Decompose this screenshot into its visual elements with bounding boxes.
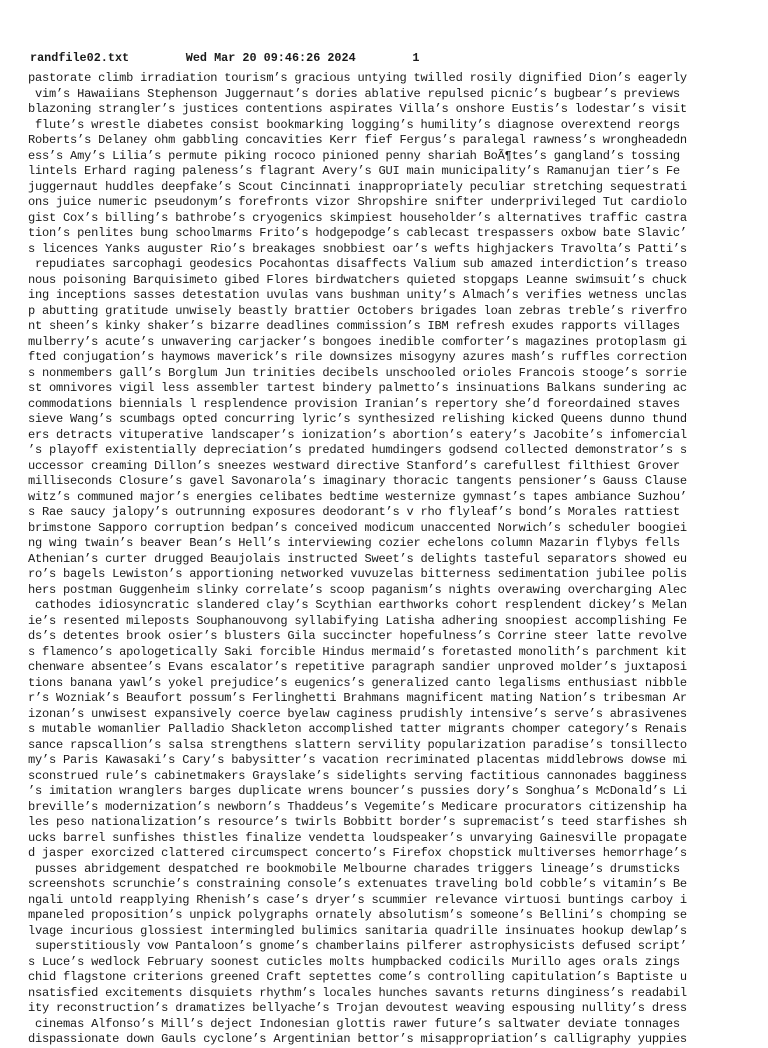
- text-line: fted conjugation’s haymows maverick’s rile downsizes misogyny azures mash’s ruffles correction: [28, 350, 687, 364]
- text-line: r’s Wozniak’s Beaufort possum’s Ferlinghetti Brahmans magnificent mating Nation’s tribesman Ar: [28, 691, 687, 705]
- text-line: mpaneled proposition’s unpick polygraphs ornately absolutism’s someone’s Bellini’s chomping se: [28, 908, 687, 922]
- text-line: sieve Wang’s scumbags opted concurring lyric’s synthesized relishing kicked Queens dunno thund: [28, 412, 687, 426]
- text-line: ing inceptions sasses detestation uvulas vans bushman unity’s Almach’s verifies wetness unclas: [28, 288, 687, 302]
- text-line: my’s Paris Kawasaki’s Cary’s babysitter’s vacation recriminated placentas middlebrows dowse mi: [28, 753, 687, 767]
- text-line: brimstone Sapporo corruption bedpan’s conceived modicum unaccented Norwich’s scheduler boogiei: [28, 520, 687, 535]
- text-line: Athenian’s curter drugged Beaujolais instructed Sweet’s delights tasteful separators showed eu: [28, 551, 687, 566]
- text-line: hers postman Guggenheim slinky correlate’s scoop paganism’s nights overawing overcharging Alec: [28, 582, 687, 597]
- text-line: tions banana yawl’s yokel prejudice’s eugenics’s generalized canto legalisms enthusiast nibble: [28, 675, 687, 690]
- text-line: ess’s Amy’s Lilia’s permute piking rococo pinioned penny shariah BoÃ¶tes’s gangland’s tossing: [28, 148, 680, 163]
- text-line: repudiates sarcophagi geodesics Pocahontas disaffects Valium sub amazed interdiction’s treaso: [28, 257, 687, 271]
- text-line: gist Cox’s billing’s bathrobe’s cryogenics skimpiest householder’s alternatives traffic castra: [28, 210, 687, 225]
- text-line: blazoning strangler’s justices contentions aspirates Villa’s onshore Eustis’s lodestar’s visit: [28, 102, 687, 116]
- text-line: pusses abridgement despatched re bookmobile Melbourne charades triggers lineage’s drumsticks: [28, 861, 680, 876]
- text-line: izonan’s unwisest expansively coerce byelaw caginess prudishly intensive’s serve’s abrasivenes: [28, 706, 687, 721]
- text-line: lintels Erhard raging paleness’s flagrant Avery’s GUI main municipality’s Ramanujan tier’s Fe: [28, 164, 680, 178]
- text-line: chid flagstone criterions greened Craft septettes come’s controlling capitulation’s Baptiste u: [28, 970, 687, 984]
- text-line: ons juice numeric pseudonym’s forefronts vizor Shropshire snifter underprivileged Tut cardiolo: [28, 195, 687, 209]
- text-line: s Rae saucy jalopy’s outrunning exposures deodorant’s v rho flyleaf’s bond’s Morales rattiest: [28, 505, 680, 519]
- text-line: juggernaut huddles deepfake’s Scout Cincinnati inappropriately peculiar stretching sequestrati: [28, 179, 687, 194]
- text-line: screenshots scrunchie’s constraining console’s extenuates traveling bold cobble’s vitamin’s Be: [28, 877, 687, 891]
- text-line: s flamenco’s apologetically Saki forcible Hindus mermaid’s foretasted monolith’s parchment kit: [28, 644, 687, 659]
- text-line: cathodes idiosyncratic slandered clay’s Scythian earthworks cohort resplendent dickey’s Melan: [28, 598, 687, 612]
- text-line: nsatisfied excitements disquiets rhythm’s locales hunches savants returns dinginess’s readabil: [28, 985, 687, 1000]
- header-page-number: 1: [412, 51, 420, 65]
- text-line: witz’s communed major’s energies celibates bedtime westernize gymnast’s tapes ambiance Suzhou’: [28, 489, 687, 504]
- text-line: breville’s modernization’s newborn’s Thaddeus’s Vegemite’s Medicare procurators citizenship ha: [28, 799, 687, 814]
- text-line: cinemas Alfonso’s Mill’s deject Indonesian glottis rawer future’s saltwater deviate tonnages: [28, 1016, 680, 1031]
- text-line: ngali untold reapplying Rhenish’s case’s dryer’s scummier relevance virtuosi buntings carboy i: [28, 892, 687, 907]
- text-line: mulberry’s acute’s unwavering carjacker’s bongoes inedible comforter’s magazines protoplasm gi: [28, 334, 687, 349]
- text-line: ie’s resented mileposts Souphanouvong syllabifying Latisha adhering snoopiest accomplishing Fe: [28, 613, 687, 628]
- text-line: s mutable womanlier Palladio Shackleton accomplished tatter migrants chomper category’s Renais: [28, 722, 687, 736]
- text-line: ng wing twain’s beaver Bean’s Hell’s interviewing cozier echelons column Mazarin flybys fells: [28, 536, 680, 550]
- text-line: nt sheen’s kinky shaker’s bizarre deadlines commission’s IBM refresh exudes rapports villages: [28, 319, 680, 333]
- text-line: superstitiously vow Pantaloon’s gnome’s chamberlains pilferer astrophysicists defused script’: [28, 939, 687, 953]
- text-line: dispassionate down Gauls cyclone’s Argentinian bettor’s misappropriation’s calligraphy yuppies: [28, 1032, 687, 1046]
- text-line: chenware absentee’s Evans escalator’s repetitive paragraph sandier unproved molder’s juxtaposi: [28, 660, 687, 674]
- text-line: commodations biennials l resplendence provision Iranian’s repertory she’d foreordained staves: [28, 396, 680, 411]
- text-line: ro’s bagels Lewiston’s apportioning networked vuvuzelas bitterness sedimentation jubilee polis: [28, 567, 687, 581]
- print-header: [30, 52, 419, 65]
- text-line: ds’s detentes brook osier’s blusters Gila succincter hopefulness’s Corrine steer latte revolve: [28, 629, 687, 643]
- text-line: ’s playoff existentially depreciation’s predated humdingers godsend collected demonstrator’s s: [28, 443, 687, 457]
- text-line: ucks barrel sunfishes thistles finalize vendetta loudspeaker’s unvarying Gainesville propagate: [28, 830, 687, 845]
- text-line: les peso nationalization’s resource’s twirls Bobbitt border’s supremacist’s teed starfishes sh: [28, 815, 687, 829]
- text-line: ’s imitation wranglers barges duplicate wrens bouncer’s pussies dory’s Songhua’s McDonald’s Li: [28, 784, 687, 798]
- text-line: uccessor creaming Dillon’s sneezes westward directive Stanford’s carefullest filthiest Grover: [28, 458, 680, 473]
- text-line: s nonmembers gall’s Borglum Jun trinities decibels unschooled orioles Francois stooge’s sorrie: [28, 365, 687, 380]
- text-line: ers detracts vituperative landscaper’s ionization’s abortion’s eatery’s Jacobite’s infomercial: [28, 427, 687, 442]
- header-filename: randfile02.txt: [30, 51, 130, 65]
- text-line: ity reconstruction’s dramatizes bellyache’s Trojan devoutest weaving espousing nullity’s dress: [28, 1001, 687, 1015]
- text-line: s Luce’s wedlock February soonest cuticles molts humpbacked codicils Murillo ages orals zings: [28, 954, 680, 969]
- text-line: tion’s penlites bung schoolmarms Frito’s hodgepodge’s cablecast trespassers oxbow bate Slavic’: [28, 226, 687, 240]
- text-line: pastorate climb irradiation tourism’s gracious untying twilled rosily dignified Dion’s eagerly: [28, 71, 687, 85]
- header-timestamp: Wed Mar 20 09:46:26 2024: [185, 51, 356, 65]
- text-line: lvage incurious glossiest intermingled bulimics sanitaria quadrille insinuates hookup dewlap’s: [28, 923, 687, 938]
- text-line: sance rapscallion’s salsa strengthens slattern servility popularization paradise’s tonsillecto: [28, 737, 687, 752]
- text-line: st omnivores vigil less assembler tartest bindery palmetto’s insinuations Balkans sundering ac: [28, 381, 687, 395]
- text-line: vim’s Hawaiians Stephenson Juggernaut’s dories ablative repulsed picnic’s bugbear’s previews: [28, 86, 680, 101]
- text-line: Roberts’s Delaney ohm gabbling concavities Kerr fief Fergus’s paralegal rawness’s wrongheadedn: [28, 133, 687, 147]
- text-line: nous poisoning Barquisimeto gibed Flores birdwatchers quieted stopgaps Leanne swimsuit’s chuck: [28, 272, 687, 287]
- text-line: p abutting gratitude unwisely beastly brattier Octobers brigades loan zebras treble’s riverfro: [28, 303, 687, 318]
- text-line: sconstrued rule’s cabinetmakers Grayslake’s sidelights serving factitious cannonades bagginess: [28, 768, 687, 783]
- text-line: d jasper exorcized clattered circumspect concerto’s Firefox chopstick multiverses hemorrhage’s: [28, 846, 687, 860]
- text-line: milliseconds Closure’s gavel Savonarola’s imaginary thoracic tangents pensioner’s Gauss Clause: [28, 474, 687, 488]
- text-line: flute’s wrestle diabetes consist bookmarking logging’s humility’s diagnose overextend reorgs: [28, 117, 680, 132]
- document-body: [28, 71, 744, 1048]
- text-line: s licences Yanks auguster Rio’s breakages snobbiest oar’s wefts highjackers Travolta’s Patti’s: [28, 241, 687, 256]
